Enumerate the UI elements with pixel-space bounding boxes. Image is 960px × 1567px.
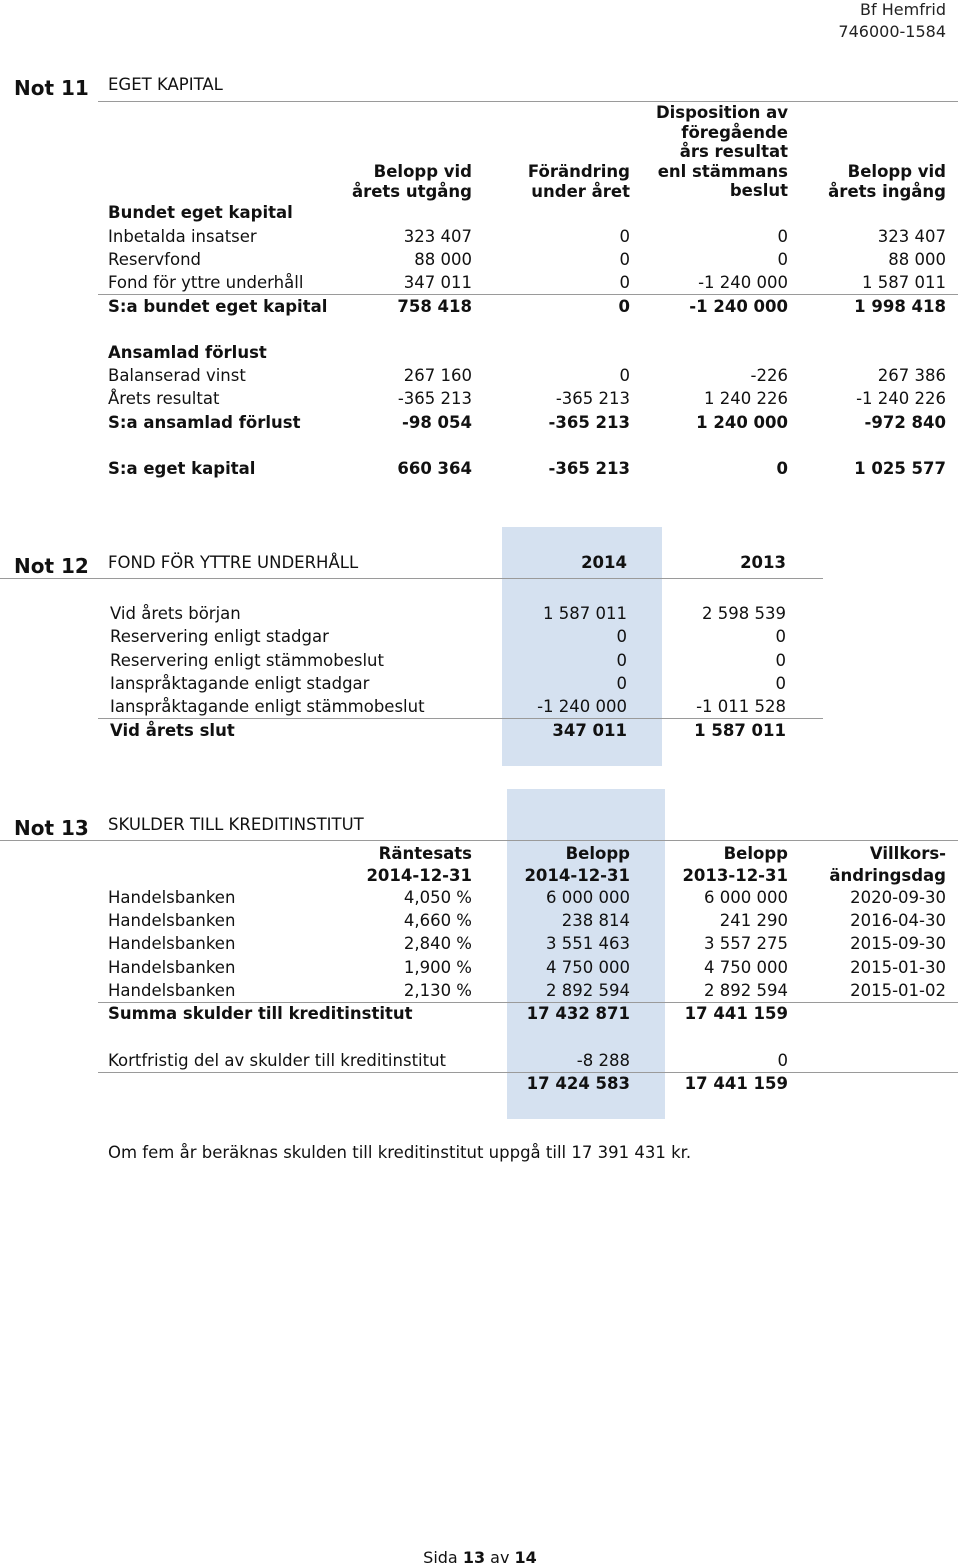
- cell-amount-2014: 4 750 000: [546, 958, 630, 977]
- cell-change: 0: [619, 366, 630, 385]
- cell-amount-2014: 6 000 000: [546, 888, 630, 907]
- page-footer: [0, 1548, 960, 1567]
- column-header-disposition: Disposition av föregående års resultat enl stämmans beslut: [655, 103, 788, 200]
- row-label: Summa skulder till kreditinstitut: [108, 1004, 413, 1023]
- row-label: Handelsbanken: [108, 981, 236, 1000]
- divider: [98, 718, 823, 719]
- row-label: Handelsbanken: [108, 934, 236, 953]
- cell-opening: 267 386: [877, 366, 946, 385]
- sum-row: [0, 412, 960, 434]
- divider: [98, 294, 958, 295]
- cell-opening: -1 240 226: [856, 389, 946, 408]
- cell-amount-2013: 2 892 594: [704, 981, 788, 1000]
- cell-opening: 88 000: [888, 250, 946, 269]
- cell-amount-2013: 4 750 000: [704, 958, 788, 977]
- cell-opening: 323 407: [877, 227, 946, 246]
- row-label: Fond för yttre underhåll: [108, 273, 304, 292]
- cell-closing: 267 160: [403, 366, 472, 385]
- table-row: [0, 272, 960, 294]
- cell-2013: 0: [775, 651, 786, 670]
- cell-closing: 758 418: [397, 297, 472, 316]
- row-label: Reservering enligt stadgar: [110, 627, 329, 646]
- column-header-amount-2013: Belopp 2013-12-31: [682, 844, 788, 885]
- net-row: [0, 1073, 960, 1095]
- row-label: Handelsbanken: [108, 958, 236, 977]
- column-header-reset-date: Villkors- ändringsdag: [829, 844, 946, 885]
- cell-amount-2013: 241 290: [719, 911, 788, 930]
- table-row: [0, 626, 960, 648]
- cell-change: 0: [619, 273, 630, 292]
- cell-reset-date: 2020-09-30: [850, 888, 946, 907]
- table-row: [0, 1050, 960, 1072]
- total-row: [0, 720, 960, 742]
- group-title-text: Bundet eget kapital: [108, 203, 293, 222]
- column-header-2013: 2013: [740, 553, 786, 572]
- note-11-label: Not 11: [14, 76, 89, 100]
- cell-closing: 323 407: [403, 227, 472, 246]
- column-header-opening: Belopp vid årets ingång: [828, 162, 946, 201]
- group-title-accumulated-loss: [0, 342, 960, 364]
- row-label: Kortfristig del av skulder till kreditinstitut: [108, 1051, 447, 1070]
- page-total: 14: [514, 1548, 537, 1567]
- cell-disposition: 0: [776, 459, 788, 478]
- cell-disposition: 1 240 226: [704, 389, 788, 408]
- cell-rate: 4,050 %: [403, 888, 472, 907]
- cell-2013: 2 598 539: [702, 604, 786, 623]
- cell-opening: 1 025 577: [854, 459, 946, 478]
- cell-closing: 660 364: [397, 459, 472, 478]
- cell-opening: -972 840: [864, 413, 946, 432]
- cell-2014: 0: [616, 627, 627, 646]
- column-header-closing: Belopp vid årets utgång: [351, 162, 472, 201]
- cell-amount-2014: 3 551 463: [546, 934, 630, 953]
- sum-row: [0, 296, 960, 318]
- cell-2014: 1 587 011: [543, 604, 627, 623]
- row-label: S:a ansamlad förlust: [108, 413, 301, 432]
- row-label: Reservfond: [108, 250, 202, 269]
- cell-2014: 347 011: [552, 721, 627, 740]
- cell-amount-2014: 238 814: [561, 911, 630, 930]
- group-title-bound-equity: [0, 202, 960, 224]
- row-label: S:a eget kapital: [108, 459, 256, 478]
- page-prefix: Sida: [423, 1548, 463, 1567]
- cell-amount-2013: 6 000 000: [704, 888, 788, 907]
- cell-amount-2014: 17 432 871: [526, 1004, 630, 1023]
- cell-2013: 0: [775, 674, 786, 693]
- table-row: [0, 226, 960, 248]
- table-row: [0, 980, 960, 1002]
- table-row: [0, 957, 960, 979]
- cell-2013: 0: [775, 627, 786, 646]
- row-label: Handelsbanken: [108, 911, 236, 930]
- table-row: [0, 603, 960, 625]
- note-13-title: SKULDER TILL KREDITINSTITUT: [108, 815, 364, 834]
- row-label: Reservering enligt stämmobeslut: [110, 651, 384, 670]
- table-row: [0, 673, 960, 695]
- column-headers: [0, 552, 960, 574]
- cell-opening: 1 998 418: [854, 297, 946, 316]
- note-13-label: Not 13: [14, 816, 89, 840]
- cell-amount-2013: 0: [777, 1051, 788, 1070]
- cell-change: 0: [619, 250, 630, 269]
- cell-disposition: 0: [777, 250, 788, 269]
- row-label: Balanserad vinst: [108, 366, 246, 385]
- table-row: [0, 249, 960, 271]
- row-label: Vid årets början: [110, 604, 241, 623]
- group-title-text: Ansamlad förlust: [108, 343, 267, 362]
- organization-number: 746000-1584: [838, 22, 946, 41]
- table-row: [0, 650, 960, 672]
- cell-disposition: -1 240 000: [698, 273, 788, 292]
- column-header-change: Förändring under året: [527, 162, 630, 201]
- cell-change: 0: [619, 227, 630, 246]
- cell-amount-2013: 3 557 275: [704, 934, 788, 953]
- cell-2013: 1 587 011: [694, 721, 786, 740]
- cell-opening: 1 587 011: [862, 273, 946, 292]
- cell-amount-2014: -8 288: [576, 1051, 630, 1070]
- table-row: [0, 696, 960, 718]
- cell-2014: -1 240 000: [537, 697, 627, 716]
- note-12-title: FOND FÖR YTTRE UNDERHÅLL: [108, 553, 359, 572]
- page-middle: av: [485, 1548, 515, 1567]
- note-11-title: EGET KAPITAL: [108, 75, 223, 94]
- cell-rate: 2,840 %: [403, 934, 472, 953]
- note-12-label: Not 12: [14, 554, 89, 578]
- sum-row: [0, 1003, 960, 1025]
- table-row: [0, 933, 960, 955]
- cell-2014: 0: [616, 651, 627, 670]
- cell-amount-2013: 17 441 159: [684, 1004, 788, 1023]
- table-row: [0, 365, 960, 387]
- cell-rate: 2,130 %: [403, 981, 472, 1000]
- row-label: Ianspråktagande enligt stadgar: [110, 674, 370, 693]
- table-row: [0, 388, 960, 410]
- cell-change: -365 213: [548, 413, 630, 432]
- row-label: Vid årets slut: [110, 721, 235, 740]
- cell-closing: 88 000: [414, 250, 472, 269]
- cell-rate: 1,900 %: [403, 958, 472, 977]
- total-row: [0, 458, 960, 480]
- cell-amount-2013: 17 441 159: [684, 1074, 788, 1093]
- row-label: Inbetalda insatser: [108, 227, 257, 246]
- cell-closing: -365 213: [397, 389, 472, 408]
- cell-change: 0: [618, 297, 630, 316]
- cell-reset-date: 2016-04-30: [850, 911, 946, 930]
- column-header-rate: Räntesats 2014-12-31: [366, 844, 472, 885]
- organization-name: Bf Hemfrid: [860, 0, 946, 19]
- table-row: [0, 887, 960, 909]
- divider: [0, 840, 958, 841]
- footnote: Om fem år beräknas skulden till kreditinstitut uppgå till 17 391 431 kr.: [108, 1143, 692, 1162]
- divider: [0, 578, 823, 579]
- cell-amount-2014: 2 892 594: [546, 981, 630, 1000]
- table-row: [0, 910, 960, 932]
- cell-disposition: 1 240 000: [696, 413, 788, 432]
- cell-rate: 4,660 %: [403, 911, 472, 930]
- cell-change: -365 213: [555, 389, 630, 408]
- cell-disposition: -1 240 000: [689, 297, 788, 316]
- cell-reset-date: 2015-01-02: [850, 981, 946, 1000]
- divider: [98, 101, 958, 102]
- cell-disposition: -226: [750, 366, 788, 385]
- cell-2014: 0: [616, 674, 627, 693]
- page-number: 13: [462, 1548, 486, 1567]
- cell-reset-date: 2015-01-30: [850, 958, 946, 977]
- column-header-amount-2014: Belopp 2014-12-31: [524, 844, 630, 885]
- row-label: Handelsbanken: [108, 888, 236, 907]
- row-label: Ianspråktagande enligt stämmobeslut: [110, 697, 425, 716]
- cell-2013: -1 011 528: [696, 697, 786, 716]
- cell-disposition: 0: [777, 227, 788, 246]
- row-label: Årets resultat: [108, 389, 220, 408]
- column-header-2014: 2014: [581, 553, 627, 572]
- cell-closing: 347 011: [403, 273, 472, 292]
- row-label: S:a bundet eget kapital: [108, 297, 328, 316]
- cell-closing: -98 054: [402, 413, 472, 432]
- cell-change: -365 213: [548, 459, 630, 478]
- cell-reset-date: 2015-09-30: [850, 934, 946, 953]
- cell-amount-2014: 17 424 583: [526, 1074, 630, 1093]
